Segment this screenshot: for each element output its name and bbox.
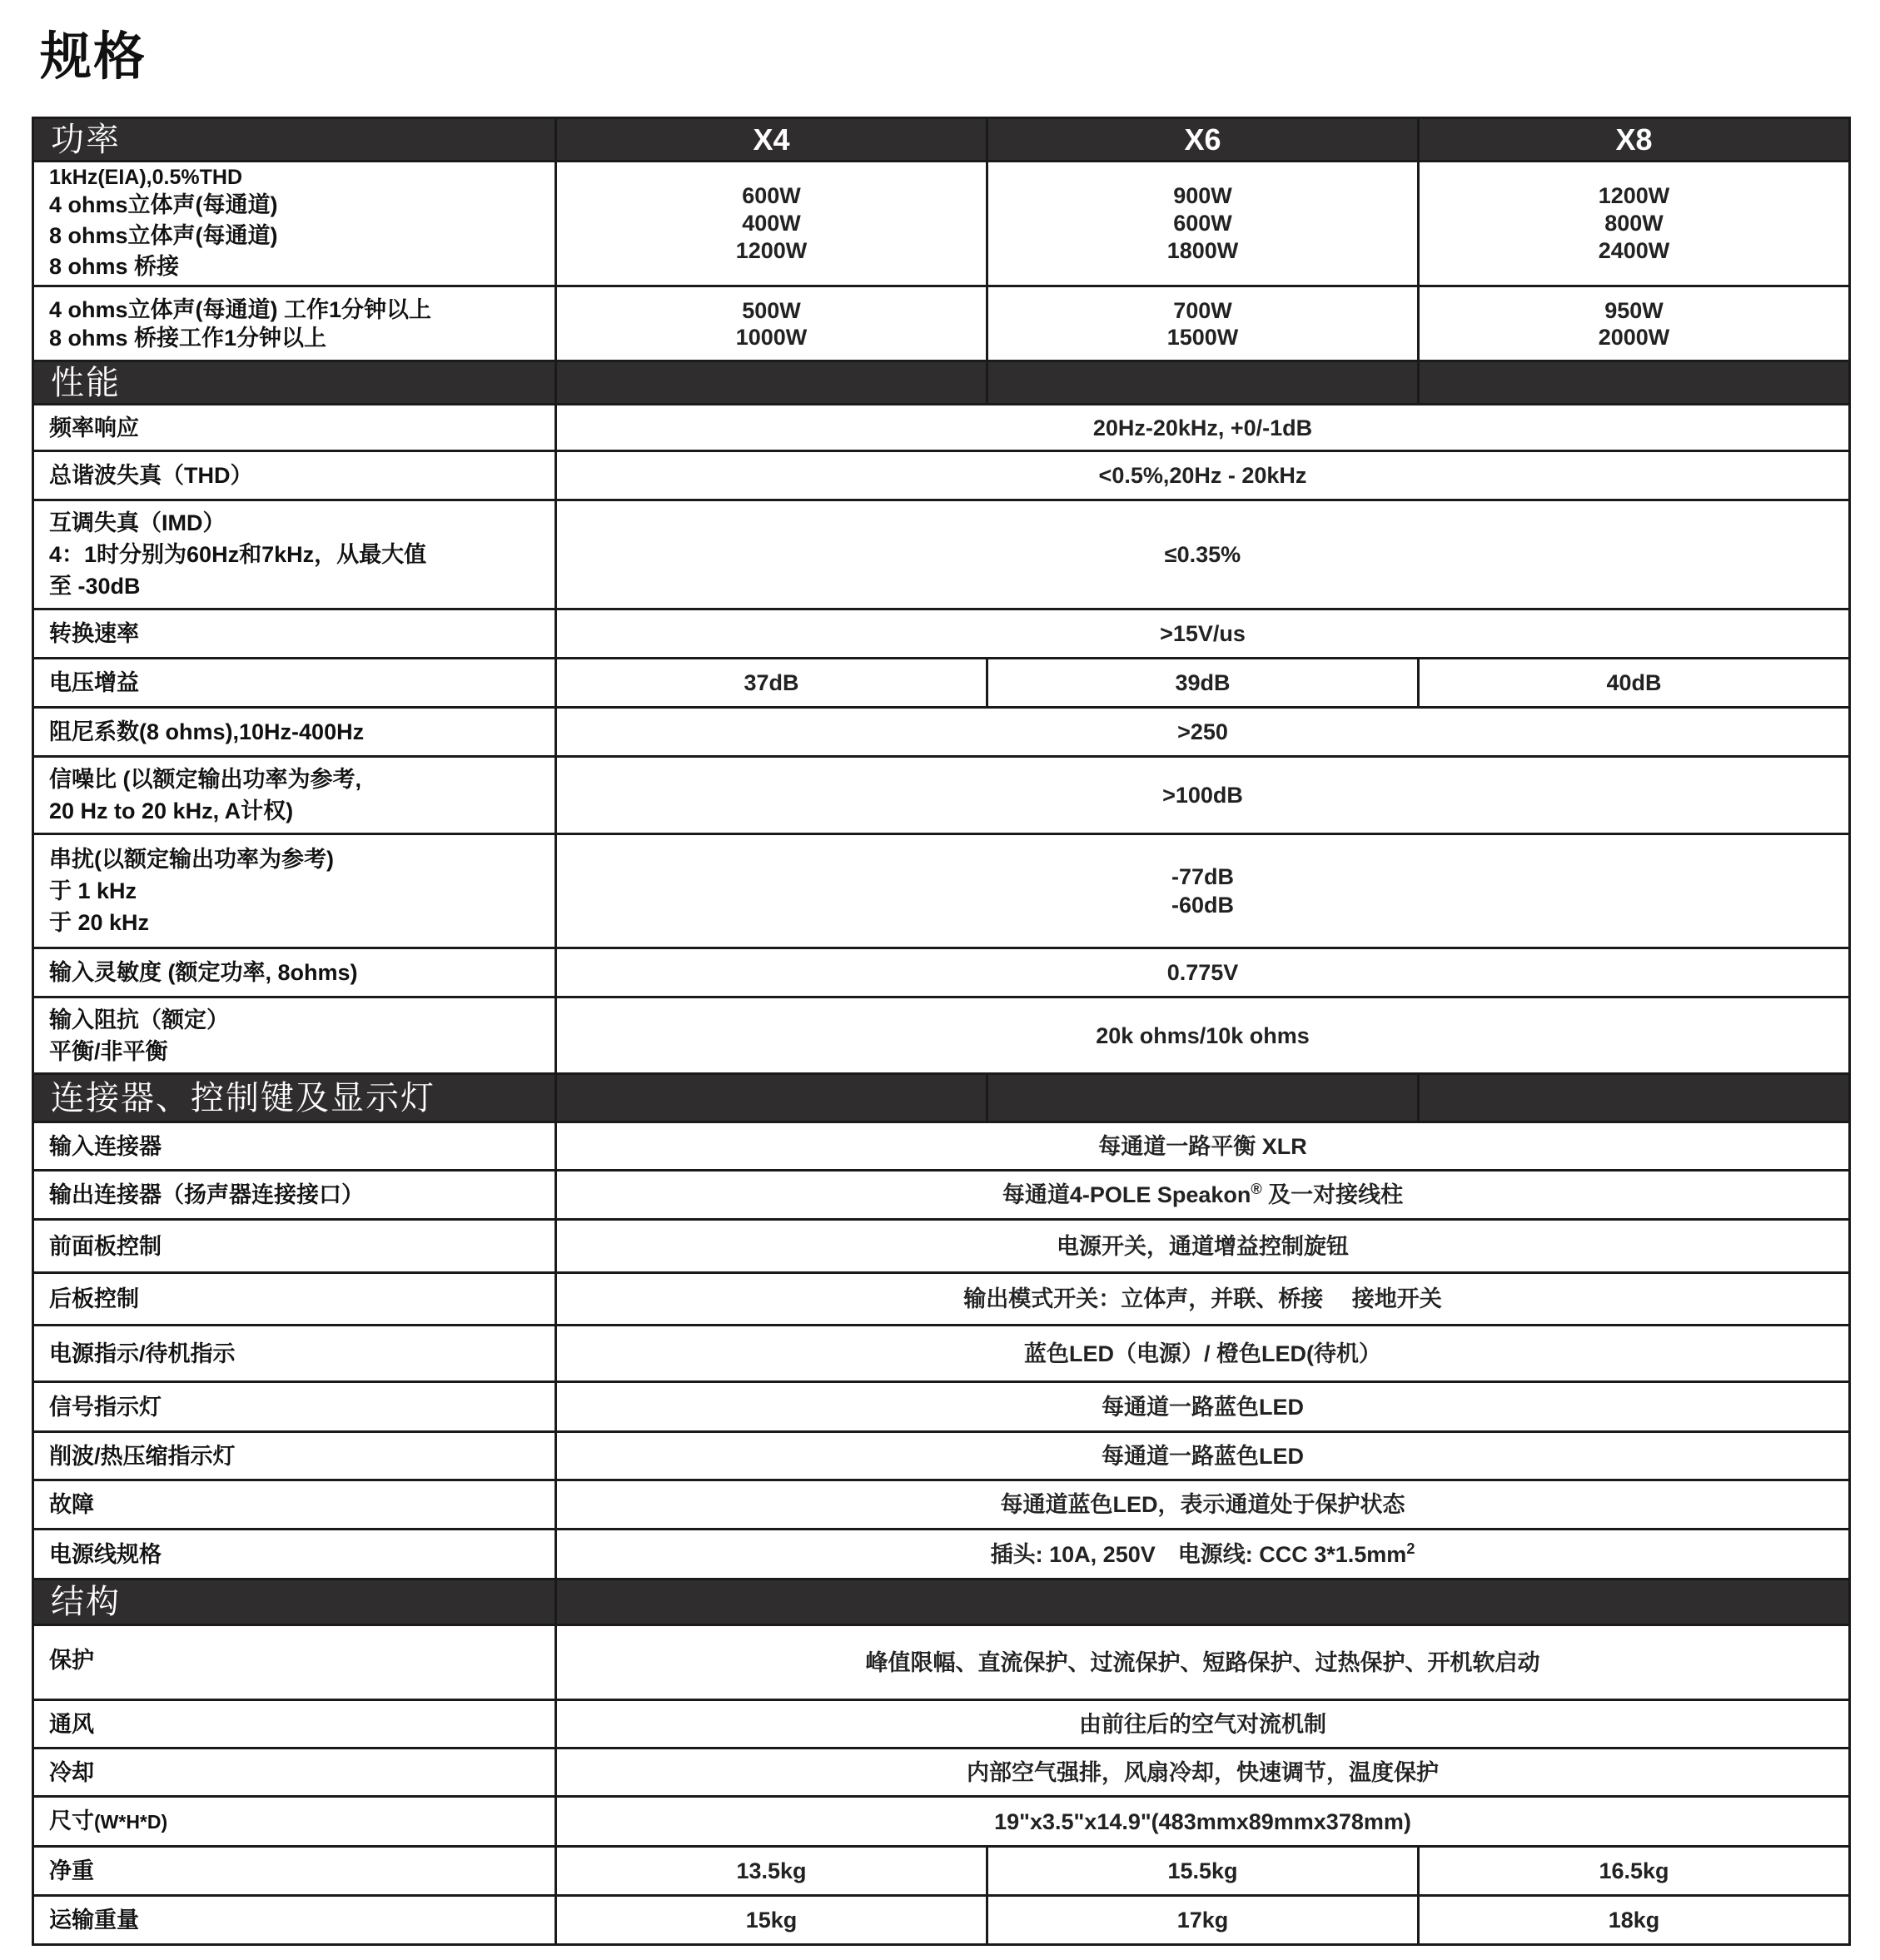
row-label: 冷却	[33, 1749, 556, 1797]
label-line: 8 ohms 桥接	[49, 254, 180, 279]
section-label: 性能	[33, 361, 556, 405]
section-header-blank	[1419, 1074, 1850, 1122]
table-row	[33, 1530, 1850, 1579]
row-label: 保护	[33, 1625, 556, 1700]
table-row	[33, 1625, 1850, 1700]
value-line: 900W	[1173, 183, 1232, 208]
column-header-x8: X8	[1419, 118, 1850, 162]
label-line: 20 Hz to 20 kHz, A计权)	[49, 798, 294, 823]
column-header-x6: X6	[987, 118, 1419, 162]
row-label: 信号指示灯	[33, 1382, 556, 1432]
value-line: 1800W	[1166, 238, 1239, 263]
label-line: 串扰(以额定输出功率为参考)	[49, 847, 334, 872]
value-line: 1500W	[1166, 324, 1239, 350]
column-header-x4: X4	[556, 118, 987, 162]
table-row	[33, 1700, 1850, 1749]
table-row	[33, 1220, 1850, 1273]
value-cell-x4	[556, 286, 987, 361]
row-label: 输出连接器（扬声器连接接口）	[33, 1171, 556, 1220]
table-row	[33, 451, 1850, 500]
section-header-blank	[1419, 361, 1850, 405]
label-line: 信噪比 (以额定输出功率为参考,	[49, 767, 361, 792]
section-header-connectors	[33, 1074, 1850, 1122]
value-cell: >15V/us	[556, 609, 1850, 659]
value-line: -77dB	[1171, 864, 1234, 889]
value-cell: 电源开关，通道增益控制旋钮	[556, 1220, 1850, 1273]
row-label	[33, 997, 556, 1074]
label-line: 4：1时分别为60Hz和7kHz，从最大值	[49, 542, 427, 567]
label-line: 于 20 kHz	[49, 910, 150, 935]
value-cell-x8: 40dB	[1419, 659, 1850, 708]
section-header-blank	[556, 1074, 987, 1122]
value-line: 800W	[1604, 211, 1664, 236]
label-line: 于 1 kHz	[49, 878, 137, 903]
value-cell: 0.775V	[556, 948, 1850, 997]
table-row	[33, 500, 1850, 609]
section-header-blank	[987, 361, 1419, 405]
section-header-structure	[33, 1579, 1850, 1625]
value-line: 600W	[1173, 211, 1232, 236]
value-cell-x8: 18kg	[1419, 1896, 1850, 1945]
table-row	[33, 1382, 1850, 1432]
table-row	[33, 1797, 1850, 1847]
spec-table	[32, 117, 1851, 1946]
row-label	[33, 500, 556, 609]
value-text: 每通道4-POLE Speakon	[1002, 1182, 1251, 1207]
value-line: 400W	[742, 211, 801, 236]
value-line: 950W	[1604, 297, 1664, 323]
section-label: 结构	[33, 1579, 556, 1625]
value-cell	[556, 1171, 1850, 1220]
value-cell: 输出模式开关：立体声，并联、桥接 接地开关	[556, 1273, 1850, 1326]
value-cell: 19"x3.5"x14.9"(483mmx89mmx378mm)	[556, 1797, 1850, 1847]
table-row	[33, 1122, 1850, 1171]
value-line: 500W	[742, 297, 801, 323]
row-label: 后板控制	[33, 1273, 556, 1326]
row-label: 频率响应	[33, 405, 556, 451]
row-label: 运输重量	[33, 1896, 556, 1945]
section-header-blank	[987, 1074, 1419, 1122]
table-row	[33, 1749, 1850, 1797]
registered-mark: ®	[1251, 1181, 1262, 1197]
value-cell: 蓝色LED（电源）/ 橙色LED(待机）	[556, 1326, 1850, 1382]
table-row	[33, 1480, 1850, 1530]
table-row	[33, 405, 1850, 451]
value-line: 1000W	[735, 324, 808, 350]
label-line: 1kHz(EIA),0.5%THD	[49, 166, 242, 189]
value-line: -60dB	[1171, 893, 1234, 918]
value-line: 600W	[742, 183, 801, 208]
table-row	[33, 1896, 1850, 1945]
table-row	[33, 708, 1850, 757]
row-label: 净重	[33, 1847, 556, 1896]
label-text: 尺寸	[49, 1808, 94, 1833]
label-line: 8 ohms立体声(每通道)	[49, 223, 278, 248]
row-label	[33, 286, 556, 361]
row-label: 总谐波失真（THD）	[33, 451, 556, 500]
row-label	[33, 162, 556, 286]
value-line: 1200W	[1598, 183, 1670, 208]
table-row	[33, 757, 1850, 834]
row-label: 削波/热压缩指示灯	[33, 1432, 556, 1480]
value-cell: 20Hz-20kHz, +0/-1dB	[556, 405, 1850, 451]
section-header-blank	[556, 361, 987, 405]
label-line: 互调失真（IMD）	[49, 510, 226, 535]
value-cell: >250	[556, 708, 1850, 757]
row-label: 电源线规格	[33, 1530, 556, 1579]
table-row	[33, 1847, 1850, 1896]
row-label: 故障	[33, 1480, 556, 1530]
value-cell-x6: 15.5kg	[987, 1847, 1419, 1896]
value-cell	[556, 834, 1850, 948]
label-line: 平衡/非平衡	[49, 1038, 168, 1064]
value-cell: ≤0.35%	[556, 500, 1850, 609]
row-label: 输入连接器	[33, 1122, 556, 1171]
value-cell: 峰值限幅、直流保护、过流保护、短路保护、过热保护、开机软启动	[556, 1625, 1850, 1700]
table-row	[33, 1171, 1850, 1220]
row-label	[33, 757, 556, 834]
row-label: 阻尼系数(8 ohms),10Hz-400Hz	[33, 708, 556, 757]
label-line: 至 -30dB	[49, 574, 141, 599]
value-cell-x4	[556, 162, 987, 286]
value-cell: 每通道一路蓝色LED	[556, 1432, 1850, 1480]
label-line: 4 ohms立体声(每通道)	[49, 192, 278, 217]
value-line: 2000W	[1598, 324, 1670, 350]
value-cell-x4: 13.5kg	[556, 1847, 987, 1896]
section-label: 功率	[33, 118, 556, 162]
row-label: 电源指示/待机指示	[33, 1326, 556, 1382]
value-line: 700W	[1173, 297, 1232, 323]
value-cell-x6	[987, 162, 1419, 286]
table-row	[33, 286, 1850, 361]
value-cell: 每通道蓝色LED，表示通道处于保护状态	[556, 1480, 1850, 1530]
value-cell-x6	[987, 286, 1419, 361]
value-text: 插头: 10A, 250V 电源线: CCC 3*1.5mm	[990, 1541, 1407, 1567]
value-cell-x8	[1419, 162, 1850, 286]
label-line: 8 ohms 桥接工作1分钟以上	[49, 325, 327, 351]
table-row	[33, 659, 1850, 708]
table-row	[33, 1273, 1850, 1326]
value-line: 1200W	[735, 238, 808, 263]
value-cell: 20k ohms/10k ohms	[556, 997, 1850, 1074]
value-cell: 内部空气强排，风扇冷却，快速调节，温度保护	[556, 1749, 1850, 1797]
value-cell-x8: 16.5kg	[1419, 1847, 1850, 1896]
superscript: 2	[1406, 1540, 1415, 1557]
label-line: 输入阻抗（额定）	[49, 1007, 229, 1032]
row-label: 通风	[33, 1700, 556, 1749]
value-text: 及一对接线柱	[1261, 1182, 1404, 1207]
value-line: 2400W	[1598, 238, 1670, 263]
value-cell-x8	[1419, 286, 1850, 361]
table-row	[33, 609, 1850, 659]
value-cell: <0.5%,20Hz - 20kHz	[556, 451, 1850, 500]
page-title: 规格	[40, 28, 147, 86]
value-cell-x6: 17kg	[987, 1896, 1419, 1945]
row-label	[33, 1797, 556, 1847]
table-row	[33, 997, 1850, 1074]
section-header-blank	[556, 1579, 1850, 1625]
section-label: 连接器、控制键及显示灯	[33, 1074, 556, 1122]
row-label: 电压增益	[33, 659, 556, 708]
value-cell	[556, 1530, 1850, 1579]
value-cell: 由前往后的空气对流机制	[556, 1700, 1850, 1749]
value-cell: 每通道一路蓝色LED	[556, 1382, 1850, 1432]
row-label: 输入灵敏度 (额定功率, 8ohms)	[33, 948, 556, 997]
value-cell-x4: 37dB	[556, 659, 987, 708]
value-cell-x6: 39dB	[987, 659, 1419, 708]
table-row	[33, 834, 1850, 948]
row-label: 前面板控制	[33, 1220, 556, 1273]
row-label: 转换速率	[33, 609, 556, 659]
value-cell-x4: 15kg	[556, 1896, 987, 1945]
section-header-performance	[33, 361, 1850, 405]
table-row	[33, 1432, 1850, 1480]
label-line: 4 ohms立体声(每通道) 工作1分钟以上	[49, 296, 432, 322]
value-cell: 每通道一路平衡 XLR	[556, 1122, 1850, 1171]
value-cell: >100dB	[556, 757, 1850, 834]
row-label	[33, 834, 556, 948]
label-text: (W*H*D)	[94, 1811, 168, 1833]
table-row	[33, 1326, 1850, 1382]
table-row	[33, 948, 1850, 997]
section-header-power	[33, 118, 1850, 162]
table-row	[33, 162, 1850, 286]
